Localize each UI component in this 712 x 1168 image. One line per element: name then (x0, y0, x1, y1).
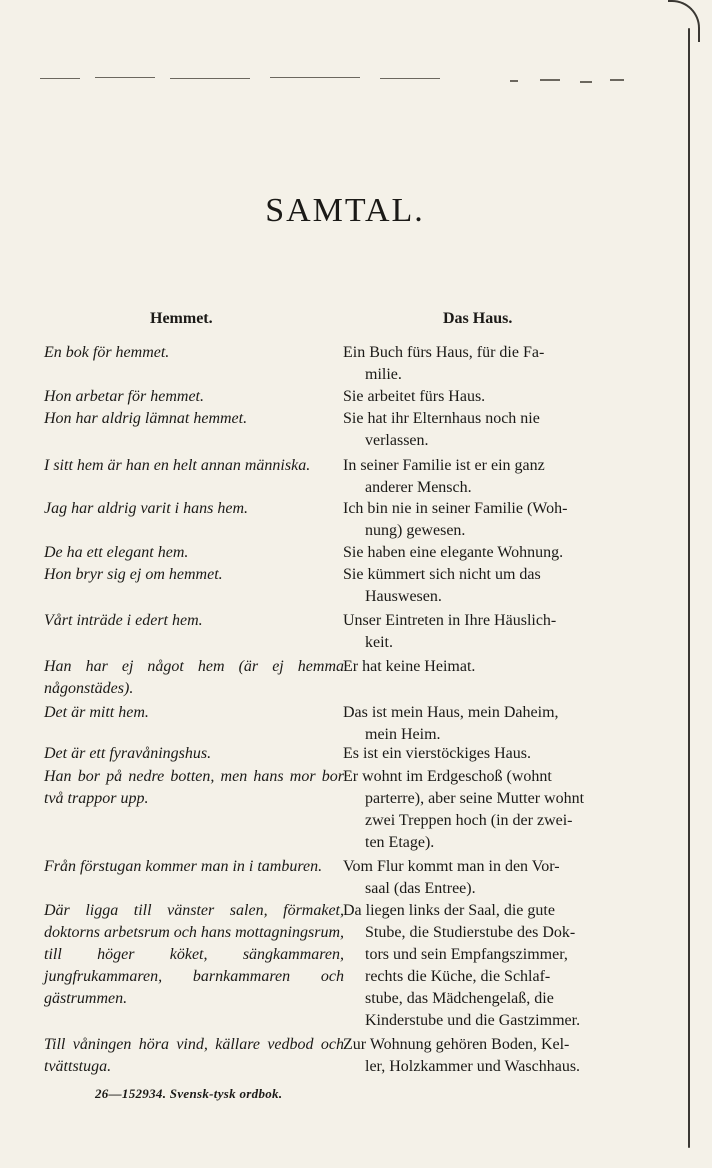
german-line: tors und sein Empfangszimmer, (365, 946, 568, 963)
german-line: Sie arbeitet fürs Haus. (343, 388, 486, 405)
swedish-phrase: Hon har aldrig lämnat hemmet. (44, 410, 248, 427)
german-line: nung) gewesen. (365, 522, 466, 539)
german-line: saal (das Entree). (365, 880, 476, 897)
german-column-heading: Das Haus. (443, 310, 513, 327)
german-line: anderer Mensch. (365, 479, 472, 496)
german-line: Vom Flur kommt man in den Vor- (343, 858, 560, 875)
german-phrase (343, 856, 641, 900)
page-footer-signature: 26—152934. Svensk-tysk ordbok. (95, 1086, 283, 1101)
german-line: rechts die Küche, die Schlaf- (365, 968, 551, 985)
german-line: Stube, die Studierstube des Dok- (365, 924, 576, 941)
german-phrase (343, 702, 641, 746)
swedish-phrase: Jag har aldrig varit i hans hem. (44, 500, 248, 517)
german-line: Da liegen links der Saal, die gute (343, 902, 555, 919)
german-line: Sie kümmert sich nicht um das (343, 566, 541, 583)
german-phrase (343, 386, 641, 408)
german-line: Ein Buch fürs Haus, für die Fa- (343, 344, 545, 361)
swedish-phrase: Där ligga till vänster salen, förmaket, doktorns arbetsrum och hans mottagningsrum, till höger köket, sängkammaren, jungfrukammaren, barnkammaren och gästrummen. (44, 902, 345, 1007)
swedish-phrase: Han har ej något hem (är ej hemma någonstädes). (44, 658, 344, 697)
german-phrase (343, 542, 641, 564)
page-title: SAMTAL. (265, 192, 425, 229)
german-phrase (343, 498, 641, 542)
german-phrase (343, 342, 641, 386)
german-phrase (343, 564, 641, 608)
german-phrase (343, 743, 641, 765)
swedish-phrase: Det är mitt hem. (44, 704, 149, 721)
swedish-phrase: Till våningen höra vind, källare vedbod och tvättstuga. (44, 1036, 344, 1075)
german-line: verlassen. (365, 432, 429, 449)
german-line: stube, das Mädchengelaß, die (365, 990, 554, 1007)
german-line: keit. (365, 634, 393, 651)
swedish-phrase: Han bor på nedre botten, men hans mor bor två trappor upp. (44, 768, 344, 807)
swedish-phrase: Hon bryr sig ej om hemmet. (44, 566, 223, 583)
german-line: parterre), aber seine Mutter wohnt (365, 790, 585, 807)
german-phrase (343, 766, 641, 854)
page-edge-curl (668, 0, 700, 42)
german-line: Es ist ein vierstöckiges Haus. (343, 745, 531, 762)
swedish-phrase: I sitt hem är han en helt annan människa. (44, 457, 311, 474)
german-line: Er wohnt im Erdgeschoß (wohnt (343, 768, 552, 785)
german-line: ler, Holzkammer und Waschhaus. (365, 1058, 581, 1075)
german-line: Das ist mein Haus, mein Daheim, (343, 704, 559, 721)
print-specks (40, 74, 650, 88)
german-line: Er hat keine Heimat. (343, 658, 476, 675)
german-line: milie. (365, 366, 402, 383)
swedish-column-heading: Hemmet. (150, 310, 213, 327)
german-phrase (343, 1034, 641, 1078)
swedish-phrase: En bok för hemmet. (44, 344, 170, 361)
german-line: Sie haben eine elegante Wohnung. (343, 544, 564, 561)
german-line: Unser Eintreten in Ihre Häuslich- (343, 612, 557, 629)
german-line: zwei Treppen hoch (in der zwei- (365, 812, 573, 829)
german-phrase (343, 408, 641, 452)
german-line: In seiner Familie ist er ein ganz (343, 457, 545, 474)
german-phrase (343, 610, 641, 654)
german-line: Kinderstube und die Gastzimmer. (365, 1012, 581, 1029)
german-phrase (343, 455, 641, 499)
german-line: ten Etage). (365, 834, 435, 851)
german-line: Sie hat ihr Elternhaus noch nie (343, 410, 540, 427)
german-line: Hauswesen. (365, 588, 442, 605)
german-phrase (343, 656, 641, 678)
german-line: mein Heim. (365, 726, 441, 743)
swedish-phrase: Från förstugan kommer man in i tamburen. (44, 858, 323, 875)
german-line: Zur Wohnung gehören Boden, Kel- (343, 1036, 570, 1053)
swedish-phrase: Vårt inträde i edert hem. (44, 612, 203, 629)
swedish-phrase: De ha ett elegant hem. (44, 544, 189, 561)
german-line: Ich bin nie in seiner Familie (Woh- (343, 500, 568, 517)
german-phrase (343, 900, 641, 1032)
swedish-phrase: Det är ett fyravåningshus. (44, 745, 212, 762)
swedish-phrase: Hon arbetar för hemmet. (44, 388, 204, 405)
